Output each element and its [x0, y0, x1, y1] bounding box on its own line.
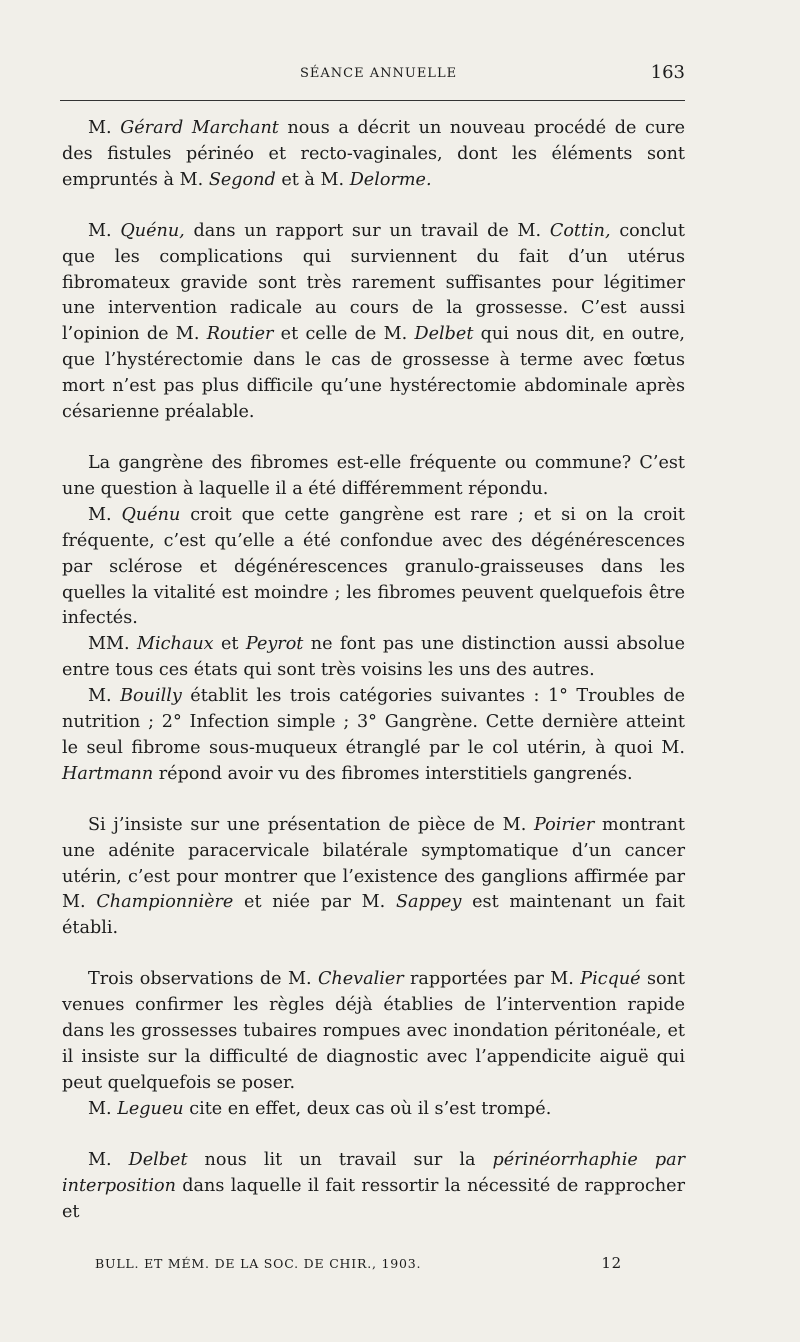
paragraph: [62, 116, 685, 194]
text-run: et celle de M.: [273, 324, 415, 345]
italic-name: périnéorrhaphie par interposition: [62, 1149, 686, 1196]
italic-name: Quénu,: [120, 220, 185, 241]
text-run: M.: [88, 118, 121, 138]
text-run: MM.: [88, 634, 138, 655]
italic-name: Bouilly: [120, 686, 182, 707]
paragraph: [62, 684, 685, 788]
text-run: M.: [88, 220, 121, 241]
signature-mark: 12: [601, 1254, 622, 1272]
italic-name: Segond: [208, 169, 276, 190]
italic-name: Michaux: [137, 634, 214, 655]
paragraph: [62, 967, 685, 1097]
italic-name: Sappey: [395, 892, 462, 913]
paragraph: [62, 503, 685, 633]
text-run: et: [213, 634, 246, 655]
italic-name: Peyrot: [245, 634, 304, 655]
paragraph: [62, 1097, 685, 1123]
text-run: conclut que les complications qui surviennent du fait d’un utérus fibromateux gravide sont très rarement suffisantes pour légitimer une intervention radicale au cours de la grossesse. C’est aussi l’opinion de M.: [62, 220, 685, 345]
text-run: et à M.: [275, 169, 350, 190]
text-run: M.: [88, 1149, 129, 1170]
paragraph: [62, 1148, 685, 1226]
italic-name: Championnière: [96, 892, 234, 913]
text-run: montrant une adénite paracervicale bilatérale symptomatique d’un cancer utérin, c’est pour montrer que l’existence des ganglions affirmée par M.: [62, 814, 685, 913]
paragraph: [62, 632, 685, 684]
italic-name: Legueu: [117, 1098, 184, 1119]
text-run: Si j’insiste sur une présentation de pièce de M.: [88, 814, 535, 835]
italic-name: Hartmann: [62, 763, 154, 784]
text-run: et niée par M.: [233, 892, 396, 913]
italic-name: Quénu: [121, 504, 181, 525]
text-run: M.: [88, 686, 121, 707]
footer-citation: BULL. ET MÉM. DE LA SOC. DE CHIR., 1903.: [95, 1256, 422, 1271]
text-run: nous a décrit un nouveau procédé de cure des fistules périnéo et recto-vaginales, dont les éléments sont empruntés à M.: [62, 118, 686, 190]
italic-name: Chevalier: [317, 969, 404, 990]
running-title: SÉANCE ANNUELLE: [300, 66, 458, 81]
italic-name: Delbet: [128, 1149, 188, 1170]
text-run: dans un rapport sur un travail de M.: [184, 220, 550, 241]
italic-name: Picqué: [580, 969, 641, 990]
text-run: croit que cette gangrène est rare ; et si on la croit fréquente, c’est qu’elle a été confondue avec des dégénérescences par sclérose et dégénérescences granulo-graisseuses dans les quelles la vitalité est moindre ; les fibromes peuvent quelquefois être infectés.: [62, 504, 685, 629]
text-run: dans laquelle il fait ressortir la nécessité de rapprocher et: [62, 1175, 685, 1222]
running-head: [60, 64, 685, 84]
text-run: ne font pas une distinction aussi absolue entre tous ces états qui sont très voisins les uns des autres.: [62, 634, 685, 681]
text-run: La gangrène des fibromes est-elle fréquente ou commune? C’est une question à laquelle il a été différemment répondu.: [62, 452, 685, 499]
text-run: cite en effet, deux cas où il s’est trompé.: [183, 1098, 552, 1119]
header-rule: [60, 100, 685, 101]
italic-name: Cottin,: [549, 220, 611, 241]
italic-name: Routier: [206, 324, 274, 345]
italic-name: Poirier: [534, 814, 595, 835]
italic-name: Delbet: [414, 324, 474, 345]
text-run: M.: [88, 1098, 118, 1119]
text-run: qui nous dit, en outre, que l’hystérectomie dans le cas de grossesse à terme avec fœtus mort n’est pas plus difficile qu’une hystérectomie abdominale après césarienne préalable.: [62, 324, 685, 423]
text-run: est maintenant un fait établi.: [62, 892, 686, 939]
text-run: répond avoir vu des fibromes interstitiels gangrenés.: [153, 763, 633, 784]
text-run: rapportées par M.: [403, 969, 581, 990]
italic-name: Gérard Marchant: [120, 118, 279, 138]
text-run: établit les trois catégories suivantes : 1° Troubles de nutrition ; 2° Infection simple ; 3° Gangrène. Cette dernière atteint le seul fibrome sous-muqueux étranglé par le col utérin, à quoi M.: [62, 686, 686, 758]
body-text: [62, 116, 685, 1225]
text-run: M.: [88, 504, 122, 525]
paragraph: [62, 451, 685, 503]
paragraph: [62, 219, 685, 426]
paragraph: [62, 813, 685, 943]
page-footer: [95, 1256, 622, 1276]
page-number: 163: [650, 62, 685, 83]
text-run: nous lit un travail sur la: [187, 1149, 493, 1170]
text-run: sont venues confirmer les règles déjà établies de l’intervention rapide dans les grossesses tubaires rompues avec inondation péritonéale, et il insiste sur la difficulté de diagnostic avec l’appendicite aiguë qui peut quelquefois se poser.: [62, 969, 685, 1093]
text-run: Trois observations de M.: [88, 969, 318, 990]
italic-name: Delorme.: [349, 169, 432, 190]
